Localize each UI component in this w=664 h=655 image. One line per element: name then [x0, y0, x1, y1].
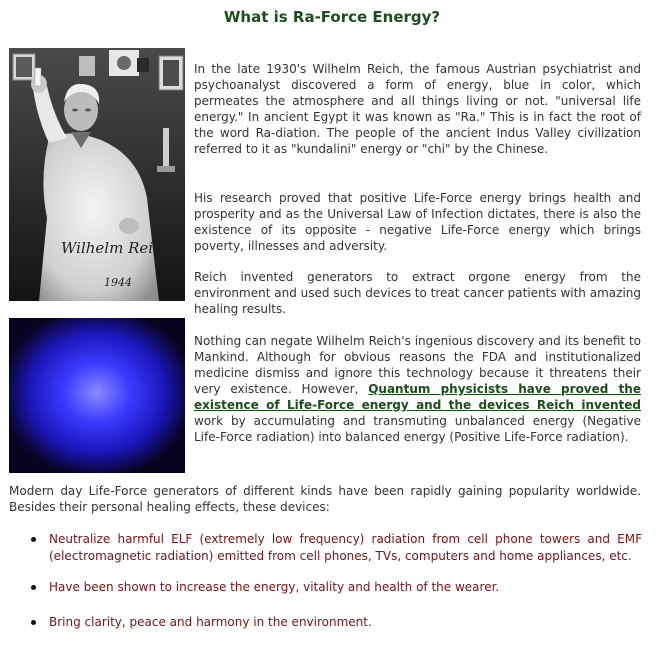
paragraph-modern-generators: Modern day Life-Force generators of different kinds have been rapidly gaining popularity worldwide. Besides their personal healing effects, these devices:: [9, 484, 641, 514]
wilhelm-reich-photo: [9, 48, 185, 301]
page-title: What is Ra-Force Energy?: [223, 8, 441, 26]
blue-energy-glow-image: [9, 318, 185, 473]
quantum-physicists-link[interactable]: Quantum physicists have proved the existence of Life-Force energy and the devices Reich invented: [194, 382, 641, 412]
list-item: [28, 614, 642, 631]
bullet-icon: [31, 585, 36, 590]
blue-glow-illustration: [9, 318, 185, 473]
paragraph-quantum: [194, 333, 641, 445]
photo-signature: Wilhelm Reich: [61, 239, 172, 257]
photo-illustration: [9, 48, 185, 301]
list-item: [28, 531, 642, 565]
list-item-text: Neutralize harmful ELF (extremely low frequency) radiation from cell phone towers and EMF (electromagnetic radiation) emitted from cell phones, TVs, computers and home appliances, etc.: [49, 532, 642, 563]
paragraph-quantum-text-end: work by accumulating and transmuting unbalanced energy (Negative Life-Force radiation) into balanced energy (Positive Life-Force radiation).: [194, 414, 641, 444]
paragraph-quantum-text: Nothing can negate Wilhelm Reich's ingenious discovery and its benefit to Mankind. Although for obvious reasons the FDA and institutionalized medicine dismiss and ignore this technology because it threatens their very existence. However,: [194, 334, 641, 396]
paragraph-generators: Reich invented generators to extract orgone energy from the environment and used such devices to treat cancer patients with amazing healing results.: [194, 270, 641, 316]
list-item-text: Bring clarity, peace and harmony in the environment.: [49, 615, 372, 629]
bullet-icon: [31, 620, 36, 625]
paragraph-research: His research proved that positive Life-Force energy brings health and prosperity and as the Universal Law of Infection dictates, there is also the existence of its opposite - negative Life-Force energy which brings poverty, illnesses and adversity.: [194, 191, 641, 253]
list-item: [28, 579, 642, 596]
benefits-list: [28, 531, 642, 631]
list-item-text: Have been shown to increase the energy, vitality and health of the wearer.: [49, 580, 500, 594]
bullet-icon: [31, 537, 36, 542]
paragraph-discovery: In the late 1930's Wilhelm Reich, the famous Austrian psychiatrist and psychoanalyst discovered a form of energy, blue in color, which permeates the atmosphere and all things living or not. "universal life energy." In ancient Egypt it was known as "Ra." This is in fact the root of the word Ra-diation. The people of the ancient Indus Valley civilization referred to it as "kundalini" energy or "chi" by the Chinese.: [194, 62, 641, 156]
photo-year: 1944: [104, 276, 132, 289]
